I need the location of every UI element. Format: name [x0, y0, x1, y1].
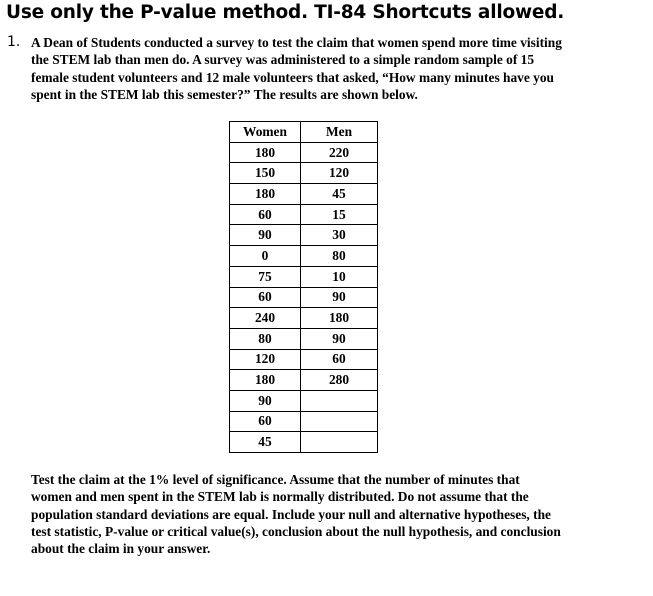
cell-men: 80: [301, 246, 378, 267]
instruction-line: women and men spent in the STEM lab is normally distributed. Do not assume that the: [31, 489, 529, 505]
question-line: the STEM lab than men do. A survey was administered to a simple random sample of 15: [31, 52, 535, 68]
table-row: [230, 370, 378, 391]
table-row: [230, 184, 378, 205]
cell-men: 120: [301, 163, 378, 184]
cell-women: 60: [230, 287, 301, 308]
page-heading: Use only the P-value method. TI-84 Shortcuts allowed.: [6, 2, 565, 23]
question-text: [31, 34, 631, 103]
minutes-data-table: [229, 121, 378, 453]
table-row: [230, 411, 378, 432]
cell-men: 15: [301, 204, 378, 225]
question-line: spent in the STEM lab this semester?” The results are shown below.: [31, 86, 418, 102]
cell-men: 30: [301, 225, 378, 246]
table-row: [230, 204, 378, 225]
cell-men: [301, 432, 378, 453]
table-row: [230, 142, 378, 163]
cell-women: 180: [230, 142, 301, 163]
cell-men: 220: [301, 142, 378, 163]
table-row: [230, 390, 378, 411]
table-row: [230, 308, 378, 329]
cell-women: 45: [230, 432, 301, 453]
table-header-row: [230, 122, 378, 143]
cell-women: 120: [230, 349, 301, 370]
column-header-women: Women: [230, 122, 301, 143]
cell-men: [301, 411, 378, 432]
cell-women: 180: [230, 370, 301, 391]
table-row: [230, 287, 378, 308]
cell-women: 60: [230, 411, 301, 432]
instructions-text: [31, 471, 641, 557]
table-row: [230, 266, 378, 287]
table-row: [230, 163, 378, 184]
cell-men: 90: [301, 328, 378, 349]
table-row: [230, 328, 378, 349]
cell-men: 60: [301, 349, 378, 370]
cell-women: 180: [230, 184, 301, 205]
instruction-line: about the claim in your answer.: [31, 541, 211, 557]
cell-women: 90: [230, 390, 301, 411]
cell-women: 150: [230, 163, 301, 184]
cell-women: 90: [230, 225, 301, 246]
column-header-men: Men: [301, 122, 378, 143]
instruction-line: test statistic, P-value or critical value(s), conclusion about the null hypothesis, and conclusion: [31, 523, 561, 539]
cell-women: 75: [230, 266, 301, 287]
cell-men: 180: [301, 308, 378, 329]
cell-women: 80: [230, 328, 301, 349]
cell-men: 45: [301, 184, 378, 205]
cell-women: 240: [230, 308, 301, 329]
table-row: [230, 225, 378, 246]
cell-men: [301, 390, 378, 411]
table-row: [230, 246, 378, 267]
cell-men: 10: [301, 266, 378, 287]
cell-men: 280: [301, 370, 378, 391]
question-number: 1.: [7, 34, 21, 50]
instruction-line: Test the claim at the 1% level of significance. Assume that the number of minutes that: [31, 472, 520, 487]
table-body: [230, 142, 378, 452]
question-line: A Dean of Students conducted a survey to test the claim that women spend more time visiting: [31, 35, 562, 50]
cell-women: 60: [230, 204, 301, 225]
question-line: female student volunteers and 12 male volunteers that asked, “How many minutes have you: [31, 69, 554, 85]
cell-women: 0: [230, 246, 301, 267]
table-row: [230, 432, 378, 453]
cell-men: 90: [301, 287, 378, 308]
instruction-line: population standard deviations are equal. Include your null and alternative hypotheses, the: [31, 506, 551, 522]
table-row: [230, 349, 378, 370]
